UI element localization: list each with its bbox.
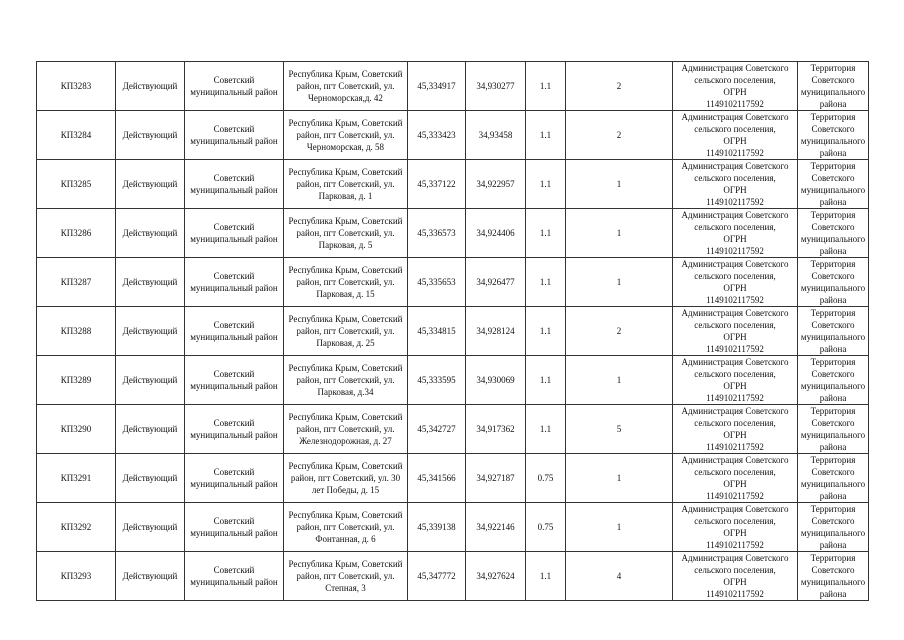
container-count-cell: 2 [566, 307, 673, 356]
latitude-cell: 45,342727 [408, 405, 466, 454]
site-code-cell: КП3283 [37, 62, 116, 111]
table-row [37, 258, 869, 307]
table-row [37, 111, 869, 160]
owner-name: Администрация Советского сельского поселения, [681, 553, 789, 575]
container-count-cell: 1 [566, 258, 673, 307]
site-code-cell: КП3290 [37, 405, 116, 454]
ogrn-number: 1149102117592 [706, 148, 764, 158]
volume-cell: 1.1 [526, 209, 566, 258]
owner-name: Администрация Советского сельского поселения, [681, 357, 789, 379]
status-cell: Действующий [116, 111, 185, 160]
district-cell: Советский муниципальный район [185, 258, 284, 307]
territory-cell: Территория Советского муниципального района [798, 454, 869, 503]
owner-name: Администрация Советского сельского поселения, [681, 63, 789, 85]
owner-cell [673, 111, 798, 160]
territory-cell: Территория Советского муниципального района [798, 503, 869, 552]
latitude-cell: 45,333595 [408, 356, 466, 405]
container-sites-table [36, 61, 869, 601]
latitude-cell: 45,334815 [408, 307, 466, 356]
ogrn-number: 1149102117592 [706, 99, 764, 109]
longitude-cell: 34,917362 [466, 405, 526, 454]
district-cell: Советский муниципальный район [185, 405, 284, 454]
latitude-cell: 45,341566 [408, 454, 466, 503]
district-cell: Советский муниципальный район [185, 552, 284, 601]
site-code-cell: КП3286 [37, 209, 116, 258]
territory-cell: Территория Советского муниципального района [798, 356, 869, 405]
table-row [37, 209, 869, 258]
district-cell: Советский муниципальный район [185, 454, 284, 503]
ogrn-label: ОГРН [723, 283, 747, 293]
owner-name: Администрация Советского сельского поселения, [681, 112, 789, 134]
table-row [37, 503, 869, 552]
address-cell: Республика Крым, Советский район, пгт Советский, ул. Парковая, д. 15 [284, 258, 408, 307]
table-row [37, 307, 869, 356]
longitude-cell: 34,927624 [466, 552, 526, 601]
latitude-cell: 45,335653 [408, 258, 466, 307]
container-count-cell: 5 [566, 405, 673, 454]
address-cell: Республика Крым, Советский район, пгт Советский, ул. Парковая, д. 1 [284, 160, 408, 209]
status-cell: Действующий [116, 405, 185, 454]
ogrn-label: ОГРН [723, 185, 747, 195]
table-row [37, 160, 869, 209]
container-count-cell: 1 [566, 503, 673, 552]
address-cell: Республика Крым, Советский район, пгт Советский, ул. 30 лет Победы, д. 15 [284, 454, 408, 503]
owner-name: Администрация Советского сельского поселения, [681, 504, 789, 526]
site-code-cell: КП3289 [37, 356, 116, 405]
ogrn-label: ОГРН [723, 87, 747, 97]
address-cell: Республика Крым, Советский район, пгт Советский, ул. Черноморская, д. 58 [284, 111, 408, 160]
volume-cell: 0.75 [526, 503, 566, 552]
volume-cell: 1.1 [526, 405, 566, 454]
status-cell: Действующий [116, 209, 185, 258]
table-row [37, 552, 869, 601]
address-cell: Республика Крым, Советский район, пгт Советский, ул. Парковая, д. 25 [284, 307, 408, 356]
ogrn-number: 1149102117592 [706, 295, 764, 305]
address-cell: Республика Крым, Советский район, пгт Советский, ул. Парковая, д. 5 [284, 209, 408, 258]
territory-cell: Территория Советского муниципального района [798, 258, 869, 307]
longitude-cell: 34,930277 [466, 62, 526, 111]
owner-cell [673, 503, 798, 552]
volume-cell: 1.1 [526, 307, 566, 356]
ogrn-label: ОГРН [723, 528, 747, 538]
territory-cell: Территория Советского муниципального района [798, 405, 869, 454]
table-row [37, 356, 869, 405]
territory-cell: Территория Советского муниципального района [798, 552, 869, 601]
ogrn-number: 1149102117592 [706, 393, 764, 403]
container-count-cell: 2 [566, 111, 673, 160]
longitude-cell: 34,922146 [466, 503, 526, 552]
owner-name: Администрация Советского сельского поселения, [681, 259, 789, 281]
ogrn-number: 1149102117592 [706, 197, 764, 207]
owner-name: Администрация Советского сельского поселения, [681, 210, 789, 232]
district-cell: Советский муниципальный район [185, 111, 284, 160]
owner-cell [673, 258, 798, 307]
container-count-cell: 2 [566, 62, 673, 111]
site-code-cell: КП3287 [37, 258, 116, 307]
territory-cell: Территория Советского муниципального района [798, 160, 869, 209]
status-cell: Действующий [116, 160, 185, 209]
latitude-cell: 45,336573 [408, 209, 466, 258]
ogrn-number: 1149102117592 [706, 491, 764, 501]
address-cell: Республика Крым, Советский район, пгт Советский, ул. Степная, 3 [284, 552, 408, 601]
district-cell: Советский муниципальный район [185, 62, 284, 111]
status-cell: Действующий [116, 258, 185, 307]
volume-cell: 1.1 [526, 160, 566, 209]
ogrn-number: 1149102117592 [706, 589, 764, 599]
owner-name: Администрация Советского сельского поселения, [681, 308, 789, 330]
address-cell: Республика Крым, Советский район, пгт Советский, ул. Фонтанная, д. 6 [284, 503, 408, 552]
address-cell: Республика Крым, Советский район, пгт Советский, ул. Черноморская,д. 42 [284, 62, 408, 111]
site-code-cell: КП3291 [37, 454, 116, 503]
longitude-cell: 34,927187 [466, 454, 526, 503]
longitude-cell: 34,928124 [466, 307, 526, 356]
latitude-cell: 45,333423 [408, 111, 466, 160]
owner-cell [673, 307, 798, 356]
table-row [37, 454, 869, 503]
table-row [37, 62, 869, 111]
address-cell: Республика Крым, Советский район, пгт Советский, ул. Железнодорожная, д. 27 [284, 405, 408, 454]
volume-cell: 1.1 [526, 552, 566, 601]
owner-cell [673, 552, 798, 601]
longitude-cell: 34,926477 [466, 258, 526, 307]
district-cell: Советский муниципальный район [185, 503, 284, 552]
ogrn-label: ОГРН [723, 479, 747, 489]
site-code-cell: КП3285 [37, 160, 116, 209]
site-code-cell: КП3292 [37, 503, 116, 552]
volume-cell: 0.75 [526, 454, 566, 503]
status-cell: Действующий [116, 454, 185, 503]
ogrn-number: 1149102117592 [706, 246, 764, 256]
district-cell: Советский муниципальный район [185, 209, 284, 258]
latitude-cell: 45,334917 [408, 62, 466, 111]
territory-cell: Территория Советского муниципального района [798, 307, 869, 356]
territory-cell: Территория Советского муниципального района [798, 209, 869, 258]
latitude-cell: 45,337122 [408, 160, 466, 209]
owner-cell [673, 62, 798, 111]
address-cell: Республика Крым, Советский район, пгт Советский, ул. Парковая, д.34 [284, 356, 408, 405]
container-count-cell: 1 [566, 160, 673, 209]
status-cell: Действующий [116, 552, 185, 601]
latitude-cell: 45,347772 [408, 552, 466, 601]
district-cell: Советский муниципальный район [185, 356, 284, 405]
table-body [37, 62, 869, 601]
owner-name: Администрация Советского сельского поселения, [681, 161, 789, 183]
ogrn-number: 1149102117592 [706, 344, 764, 354]
owner-cell [673, 209, 798, 258]
volume-cell: 1.1 [526, 111, 566, 160]
ogrn-number: 1149102117592 [706, 442, 764, 452]
ogrn-label: ОГРН [723, 332, 747, 342]
owner-name: Администрация Советского сельского поселения, [681, 406, 789, 428]
ogrn-label: ОГРН [723, 136, 747, 146]
owner-cell [673, 356, 798, 405]
territory-cell: Территория Советского муниципального района [798, 62, 869, 111]
territory-cell: Территория Советского муниципального района [798, 111, 869, 160]
owner-name: Администрация Советского сельского поселения, [681, 455, 789, 477]
longitude-cell: 34,924406 [466, 209, 526, 258]
status-cell: Действующий [116, 356, 185, 405]
ogrn-label: ОГРН [723, 234, 747, 244]
volume-cell: 1.1 [526, 62, 566, 111]
site-code-cell: КП3293 [37, 552, 116, 601]
status-cell: Действующий [116, 307, 185, 356]
status-cell: Действующий [116, 62, 185, 111]
ogrn-label: ОГРН [723, 430, 747, 440]
longitude-cell: 34,93458 [466, 111, 526, 160]
site-code-cell: КП3288 [37, 307, 116, 356]
ogrn-label: ОГРН [723, 381, 747, 391]
district-cell: Советский муниципальный район [185, 307, 284, 356]
latitude-cell: 45,339138 [408, 503, 466, 552]
ogrn-number: 1149102117592 [706, 540, 764, 550]
site-code-cell: КП3284 [37, 111, 116, 160]
longitude-cell: 34,922957 [466, 160, 526, 209]
owner-cell [673, 405, 798, 454]
container-count-cell: 1 [566, 209, 673, 258]
container-count-cell: 1 [566, 454, 673, 503]
container-count-cell: 4 [566, 552, 673, 601]
owner-cell [673, 454, 798, 503]
container-count-cell: 1 [566, 356, 673, 405]
table-row [37, 405, 869, 454]
longitude-cell: 34,930069 [466, 356, 526, 405]
owner-cell [673, 160, 798, 209]
volume-cell: 1.1 [526, 258, 566, 307]
status-cell: Действующий [116, 503, 185, 552]
volume-cell: 1.1 [526, 356, 566, 405]
ogrn-label: ОГРН [723, 577, 747, 587]
district-cell: Советский муниципальный район [185, 160, 284, 209]
